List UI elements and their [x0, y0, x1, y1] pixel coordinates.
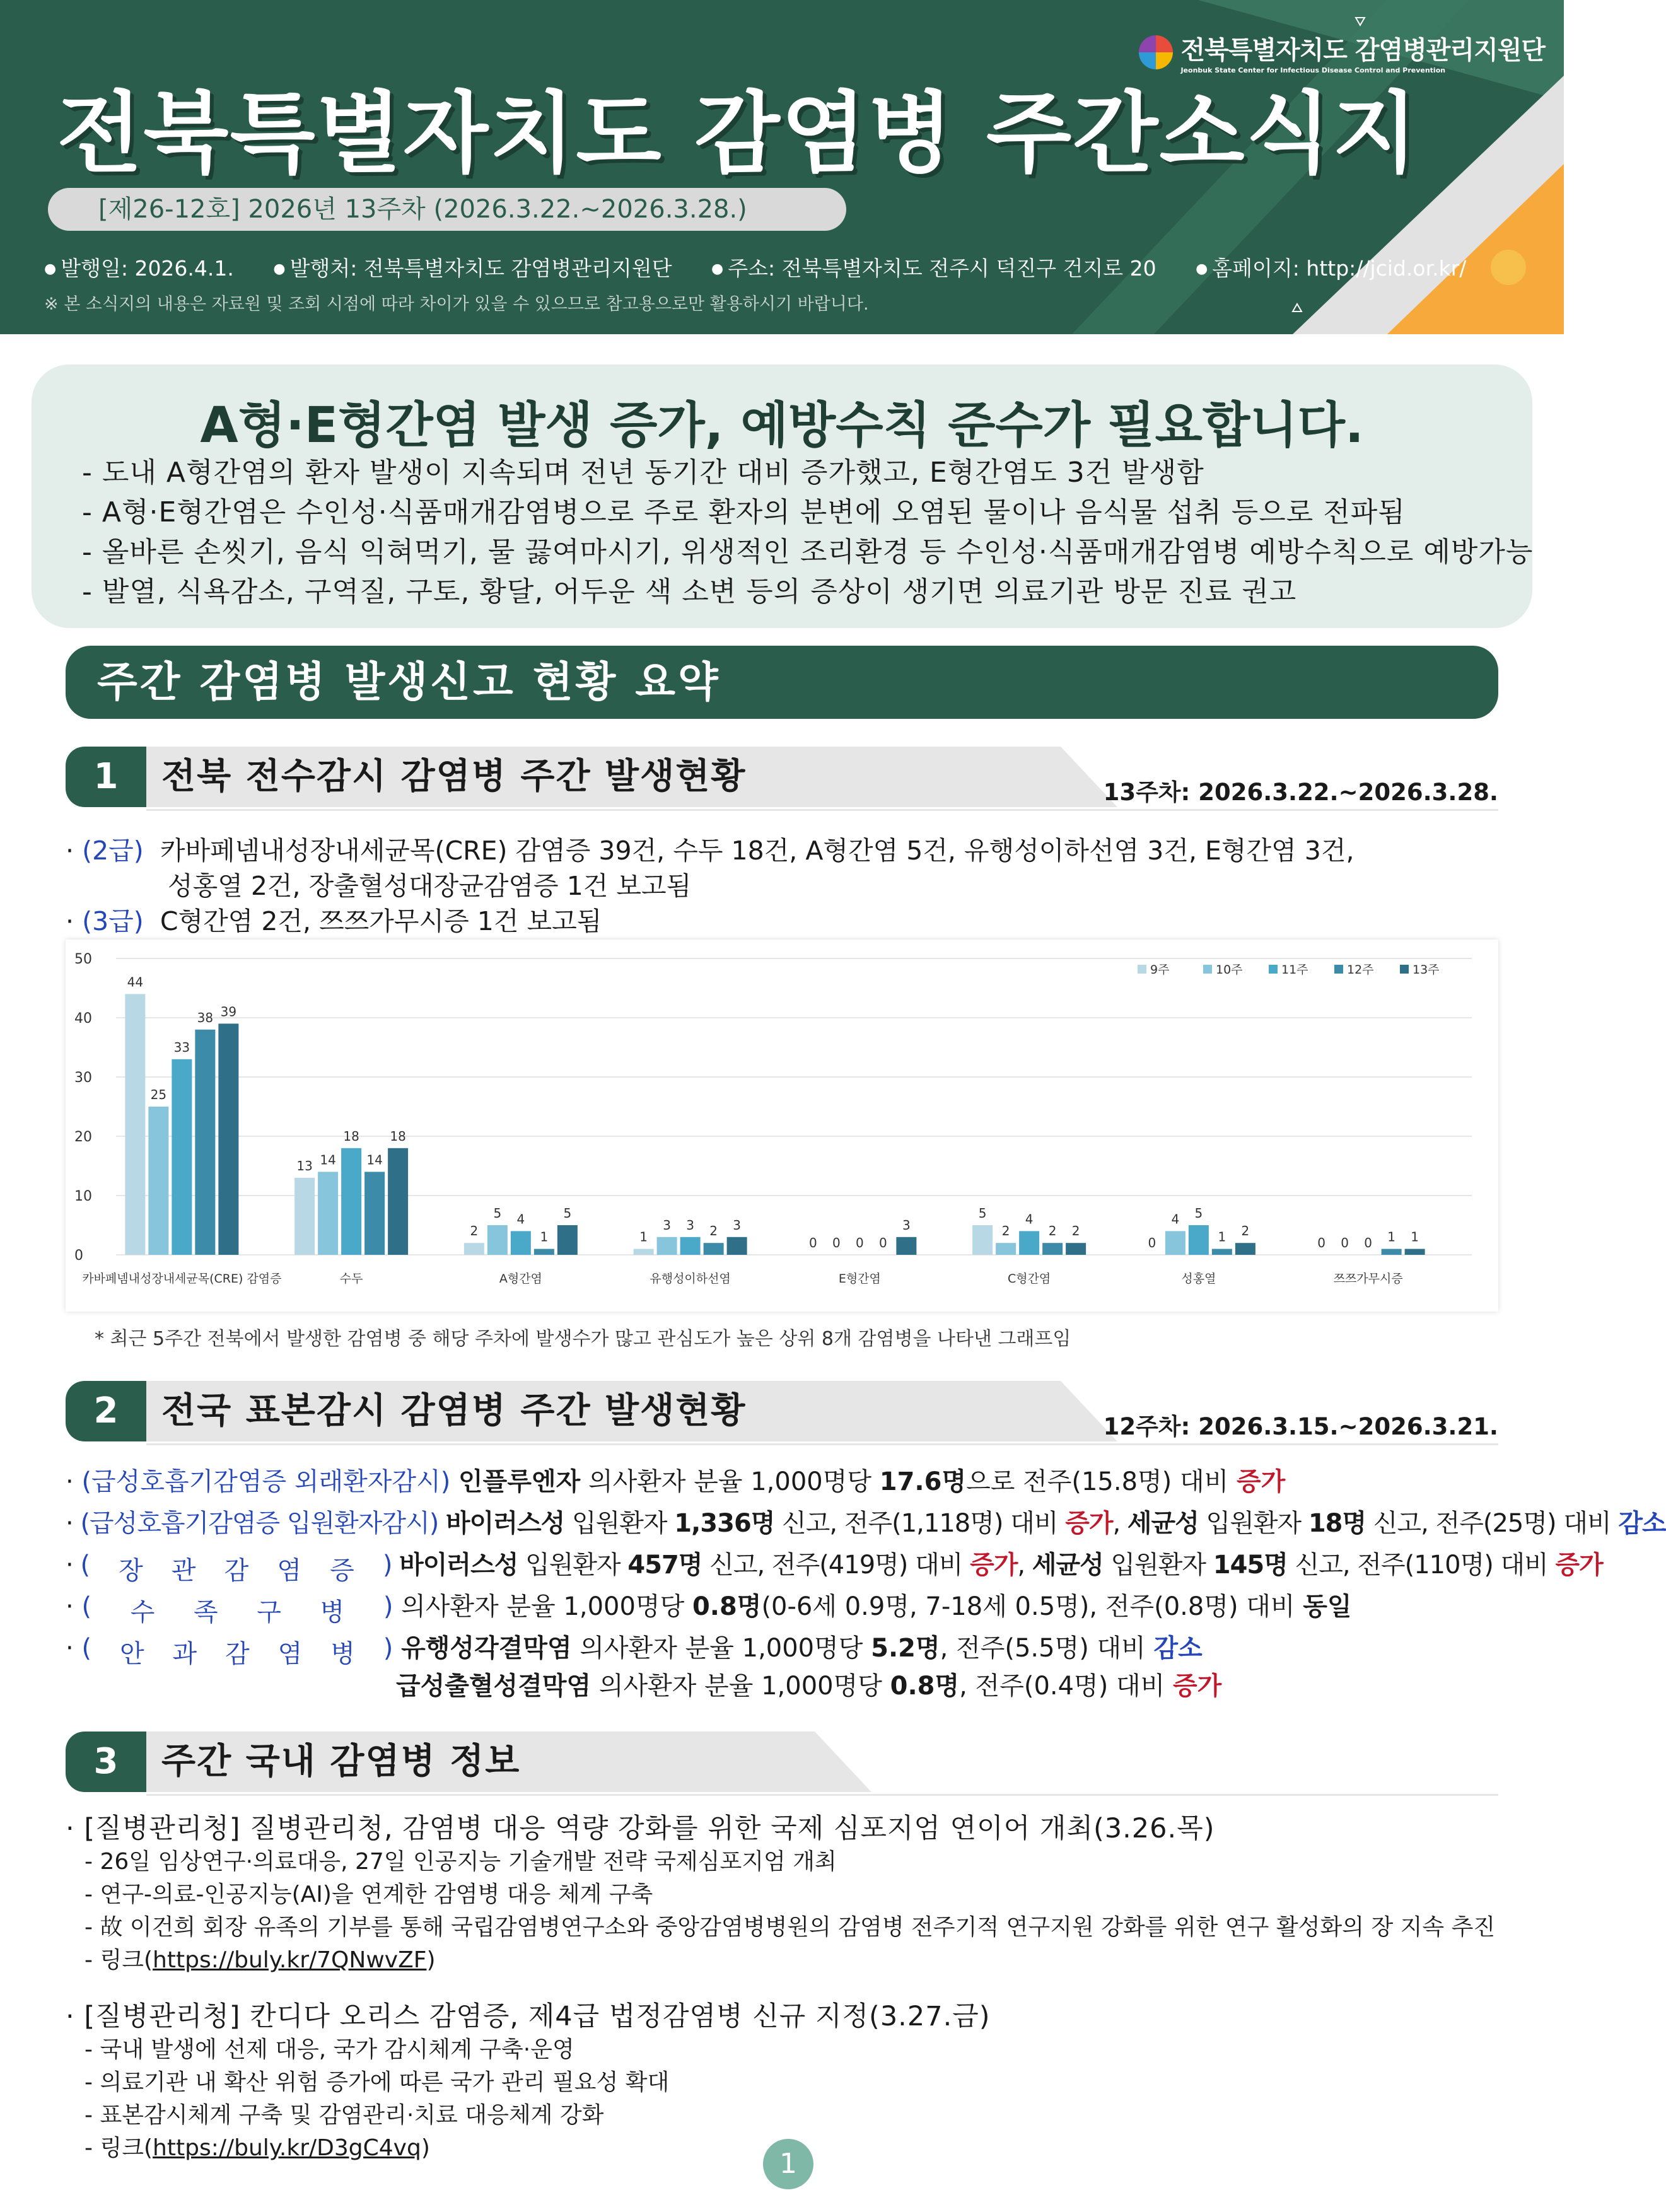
data-label: 0 [809, 1235, 817, 1250]
section-1-header [66, 747, 1498, 807]
chart-bar [1382, 1249, 1402, 1255]
data-label: 2 [1071, 1223, 1080, 1239]
chart-bar [1405, 1249, 1425, 1255]
chart-bar [218, 1023, 238, 1255]
grade2-label: (2급) [82, 835, 144, 866]
chart-bar [972, 1225, 993, 1255]
data-label: 39 [220, 1004, 237, 1020]
section-week: 12주차: 2026.3.15.~2026.3.21. [1103, 1413, 1498, 1440]
news-item [66, 1807, 1516, 1977]
sentinel-row-influenza: · (급성호흡기감염증 외래환자감시) 인플루엔자 의사환자 분율 1,000명당 17.6명으로 전주(15.8명) 대비 증가 [66, 1467, 1286, 1496]
x-category-label: 수두 [339, 1272, 363, 1286]
chart-bar [657, 1237, 677, 1255]
newsletter-header [0, 0, 1564, 334]
chart-bar [680, 1237, 701, 1255]
data-label: 5 [978, 1206, 987, 1221]
data-label: 0 [856, 1235, 864, 1250]
news-link-line: - 링크(https://buly.kr/7QNwvZF) [66, 1944, 1516, 1977]
news-point: - 의료기관 내 확산 위험 증가에 따른 국가 관리 필요성 확대 [66, 2066, 1516, 2099]
data-label: 5 [1194, 1206, 1203, 1221]
legend-swatch [1138, 965, 1146, 974]
sentinel-row-ahc: 급성출혈성결막염 의사환자 분율 1,000명당 0.8명, 전주(0.4명) 대비 증가 [396, 1672, 1222, 1701]
headline-list [82, 453, 1533, 612]
headline-item: - 발열, 식욕감소, 구역질, 구토, 황달, 어두운 색 소변 등의 증상이 생기면 의료기관 방문 진료 권고 [82, 572, 1533, 612]
data-label: 14 [320, 1152, 336, 1168]
news-point: - 연구-의료-인공지능(AI)을 연계한 감염병 대응 체계 구축 [66, 1878, 1516, 1911]
x-category-label: C형간염 [1007, 1272, 1051, 1286]
data-label: 18 [343, 1128, 359, 1144]
chart-bar [294, 1178, 315, 1255]
sentinel-row-sari: · (급성호흡기감염증 입원환자감시) 바이러스성 입원환자 1,336명 신고, 전주(1,118명) 대비 증가, 세균성 입원환자 18명 신고, 전주(25명) 대비 감소 [66, 1509, 1666, 1538]
publication-meta [44, 252, 1499, 282]
chart-bar [1042, 1243, 1063, 1255]
grade3-text: C형간염 2건, 쯔쯔가무시증 1건 보고됨 [160, 906, 602, 936]
newsletter-title: 전북특별자치도 감염병 주간소식지 [57, 83, 1419, 185]
legend-label: 13주 [1413, 963, 1440, 977]
headline-item: - 올바른 손씻기, 음식 익혀먹기, 물 끓여마시기, 위생적인 조리환경 등 수인성·식품매개감염병 예방수칙으로 예방가능 [82, 532, 1533, 572]
data-label: 2 [1241, 1223, 1250, 1239]
news-headline: · [질병관리청] 질병관리청, 감염병 대응 역량 강화를 위한 국제 심포지엄 연이어 개최(3.26.목) [66, 1807, 1516, 1846]
data-label: 2 [1001, 1223, 1010, 1239]
data-label: 25 [150, 1087, 167, 1102]
sentinel-row-eye: · ( 안 과 감 염 병 ) 유행성각결막염 의사환자 분율 1,000명당 5.2명, 전주(5.5명) 대비 감소 [66, 1634, 1203, 1668]
x-category-label: 쯔쯔가무시증 [1333, 1272, 1403, 1286]
chart-bar [1189, 1225, 1209, 1255]
chart-bar [634, 1249, 654, 1255]
chart-bar [125, 994, 145, 1255]
chart-bar [318, 1172, 338, 1255]
data-label: 4 [1025, 1211, 1034, 1227]
news-point: - 26일 임상연구·의료대응, 27일 인공지능 기술개발 전략 국제심포지엄 개최 [66, 1846, 1516, 1878]
x-category-label: E형간염 [838, 1272, 881, 1286]
data-label: 5 [493, 1206, 502, 1221]
data-label: 38 [197, 1010, 214, 1025]
y-tick-label: 40 [74, 1011, 92, 1027]
data-label: 0 [1341, 1235, 1349, 1250]
headline-item: - 도내 A형간염의 환자 발생이 지속되며 전년 동기간 대비 증가했고, E형간염도 3건 발생함 [82, 453, 1533, 492]
y-tick-label: 20 [74, 1129, 92, 1145]
section-number: 2 [66, 1381, 146, 1441]
address: ● 주소: 전북특별자치도 전주시 덕진구 건지로 20 [711, 256, 1156, 281]
y-tick-label: 10 [74, 1189, 92, 1204]
chart-bar [464, 1243, 484, 1255]
chart-bar [1235, 1243, 1255, 1255]
chart-bar [1019, 1231, 1039, 1255]
org-name-en: Jeonbuk State Center for Infectious Disease Control and Prevention [1180, 66, 1446, 74]
section-number: 1 [66, 747, 146, 807]
section-title: 전국 표본감시 감염병 주간 발생현황 [161, 1390, 747, 1431]
news-link[interactable]: https://buly.kr/7QNwvZF [153, 1947, 427, 1973]
headline-box [32, 364, 1532, 628]
chart-note: * 최근 5주간 전북에서 발생한 감염병 중 해당 주차에 발생수가 많고 관심도가 높은 상위 8개 감염병을 나타낸 그래프임 [95, 1328, 1071, 1350]
chart-bar [172, 1059, 192, 1255]
page-number: 1 [763, 2139, 813, 2189]
legend-label: 9주 [1150, 963, 1170, 977]
data-label: 13 [296, 1158, 313, 1173]
chart-bar [195, 1030, 215, 1255]
chart-bar [1066, 1243, 1086, 1255]
grade2-text-cont: 성홍열 2건, 장출혈성대장균감염증 1건 보고됨 [168, 871, 692, 901]
chart-bar [1165, 1231, 1185, 1255]
y-tick-label: 50 [74, 952, 92, 967]
chart-bar [727, 1237, 747, 1255]
chart-bar [148, 1107, 168, 1255]
chart-bar [704, 1243, 724, 1255]
data-label: 0 [832, 1235, 841, 1250]
chart-bar [996, 1243, 1016, 1255]
org-name: 전북특별자치도 감염병관리지원단 [1180, 36, 1545, 65]
section-number: 3 [66, 1732, 146, 1792]
news-link-line: - 링크(https://buly.kr/D3gC4vq) [66, 2132, 1516, 2165]
data-label: 1 [540, 1229, 549, 1245]
data-label: 0 [1148, 1235, 1156, 1250]
data-label: 4 [1171, 1211, 1180, 1227]
data-label: 33 [173, 1039, 190, 1055]
data-label: 1 [1387, 1229, 1395, 1245]
sentinel-row-hfmd: · ( 수 족 구 병 ) 의사환자 분율 1,000명당 0.8명(0-6세 0.9명, 7-18세 0.5명), 전주(0.8명) 대비 동일 [66, 1592, 1352, 1627]
headline-item: - A형·E형간염은 수인성·식품매개감염병으로 주로 환자의 분변에 오염된 물이나 음식물 섭취 등으로 전파됨 [82, 492, 1533, 532]
legend-label: 11주 [1281, 963, 1308, 977]
section-2-header [66, 1381, 1498, 1441]
data-label: 1 [1218, 1229, 1226, 1245]
chart-bar [487, 1225, 508, 1255]
summary-banner: 주간 감염병 발생신고 현황 요약 [66, 646, 1498, 719]
data-label: 18 [390, 1128, 406, 1144]
chart-bar [388, 1148, 408, 1255]
chart-bar [557, 1225, 578, 1255]
chart-bar [511, 1231, 531, 1255]
data-label: 3 [686, 1217, 694, 1233]
issue-badge: [제26-12호] 2026년 13주차 (2026.3.22.~2026.3.28.) [48, 188, 846, 231]
grade2-line: · (2급) 카바페넴내성장내세균목(CRE) 감염증 39건, 수두 18건, A형간염 5건, 유행성이하선염 3건, E형간염 3건, [66, 835, 1354, 866]
chart-bar [341, 1148, 361, 1255]
headline-title: A형·E형간염 발생 증가, 예방수칙 준수가 필요합니다. [200, 397, 1364, 454]
section-week: 13주차: 2026.3.22.~2026.3.28. [1103, 779, 1498, 806]
data-label: 2 [709, 1223, 718, 1239]
legend-swatch [1269, 965, 1278, 974]
x-category-label: 유행성이하선염 [650, 1272, 731, 1286]
data-label: 14 [366, 1152, 383, 1168]
chart-bar [364, 1172, 385, 1255]
section-3-header [66, 1732, 1498, 1792]
data-label: 3 [663, 1217, 671, 1233]
legend-swatch [1334, 965, 1343, 974]
legend-label: 12주 [1347, 963, 1374, 977]
weekly-cases-chart [66, 940, 1498, 1312]
news-headline: · [질병관리청] 칸디다 오리스 감염증, 제4급 법정감염병 신규 지정(3.27.금) [66, 1995, 1516, 2034]
x-category-label: A형간염 [499, 1272, 542, 1286]
legend-swatch [1203, 965, 1212, 974]
data-label: 0 [1317, 1235, 1325, 1250]
legend-swatch [1400, 965, 1409, 974]
sentinel-row-enteric: · ( 장 관 감 염 증 ) 바이러스성 입원환자 457명 신고, 전주(419명) 대비 증가, 세균성 입원환자 145명 신고, 전주(110명) 대비 증가 [66, 1551, 1603, 1585]
chart-svg [66, 940, 1498, 1312]
data-label: 1 [639, 1229, 648, 1245]
publisher: ● 발행처: 전북특별자치도 감염병관리지원단 [273, 256, 672, 281]
data-label: 4 [516, 1211, 525, 1227]
section-title: 전북 전수감시 감염병 주간 발생현황 [161, 756, 747, 797]
disclaimer: ※ 본 소식지의 내용은 자료원 및 조회 시점에 따라 차이가 있을 수 있으므로 참고용으로만 활용하시기 바랍니다. [44, 294, 869, 314]
homepage-link[interactable]: ● 홈페이지: http://jcid.or.kr/ [1196, 256, 1466, 281]
news-point: - 국내 발생에 선제 대응, 국가 감시체계 구축·운영 [66, 2034, 1516, 2066]
y-tick-label: 0 [74, 1248, 83, 1264]
news-point: - 故 이건희 회장 유족의 기부를 통해 국립감염병연구소와 중앙감염병병원의 감염병 전주기적 연구지원 강화를 위한 연구 활성화의 장 지속 추진 [66, 1911, 1516, 1944]
publish-date: ● 발행일: 2026.4.1. [44, 256, 234, 281]
chart-bar [1212, 1249, 1232, 1255]
y-tick-label: 30 [74, 1070, 92, 1086]
data-label: 3 [733, 1217, 741, 1233]
data-label: 1 [1411, 1229, 1419, 1245]
data-label: 3 [902, 1217, 911, 1233]
chart-bar [534, 1249, 554, 1255]
chart-bar [896, 1237, 916, 1255]
section-title: 주간 국내 감염병 정보 [161, 1741, 521, 1782]
grade3-line: · (3급) C형간염 2건, 쯔쯔가무시증 1건 보고됨 [66, 906, 602, 936]
data-label: 5 [563, 1206, 572, 1221]
x-category-label: 카바페넴내성장내세균목(CRE) 감염증 [82, 1272, 282, 1286]
data-label: 2 [1048, 1223, 1057, 1239]
news-link[interactable]: https://buly.kr/D3gC4vq [153, 2135, 421, 2161]
x-category-label: 성홍열 [1181, 1272, 1216, 1286]
data-label: 2 [470, 1223, 479, 1239]
data-label: 44 [127, 974, 144, 990]
news-point: - 표본감시체계 구축 및 감염관리·치료 대응체계 강화 [66, 2099, 1516, 2132]
data-label: 0 [1364, 1235, 1372, 1250]
grade2-text: 카바페넴내성장내세균목(CRE) 감염증 39건, 수두 18건, A형간염 5건, 유행성이하선염 3건, E형간염 3건, [160, 835, 1354, 866]
legend-label: 10주 [1216, 963, 1243, 977]
data-label: 0 [879, 1235, 887, 1250]
grade3-label: (3급) [82, 906, 144, 936]
